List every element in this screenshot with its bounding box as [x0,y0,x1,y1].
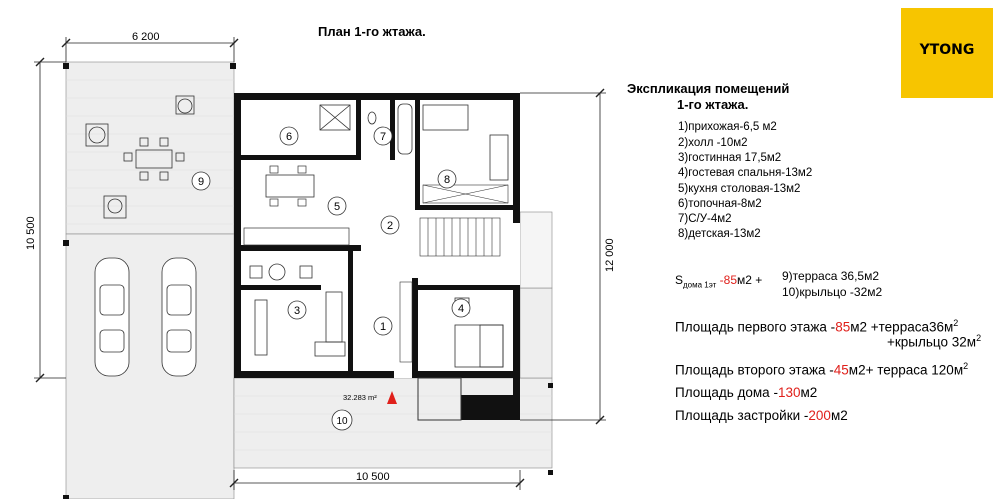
svg-text:5: 5 [333,201,341,213]
room-list-item: 5)кухня столовая-13м2 [678,183,801,195]
room-marker-1 [374,317,392,335]
room-list-item: 3)гостинная 17,5м2 [678,152,782,164]
explication-heading: Экспликация помещений [627,81,790,96]
room-list-item: 8)детская-13м2 [678,228,761,240]
room-marker-10 [332,410,352,430]
ytong-logo [901,8,993,98]
second-floor-label: Площадь второго этажа - [675,362,834,378]
first-floor-value: 85 [835,319,851,335]
room-list-item: 4)гостевая спальня-13м2 [678,167,813,179]
room-marker-9 [192,172,210,190]
second-floor-value: 45 [833,362,849,378]
build-area [675,408,848,423]
dim-right: 12 000 [604,238,616,272]
room-list-item: 1)прихожая-6,5 м2 [678,121,777,133]
room-marker-3 [288,301,306,319]
s-unit: м2 + [737,273,763,287]
first-floor-porch-text: +крыльцо 32м [887,334,977,350]
svg-text:1: 1 [379,321,387,333]
s-value: -85 [719,273,738,287]
room-marker-4 [452,299,470,317]
dim-top: 6 200 [132,31,160,43]
first-floor-porch [887,333,981,350]
s-subscript: дома 1эт [683,280,717,290]
page-title: План 1-го жтажа. [318,24,426,39]
room-marker-8 [438,170,456,188]
build-area-value: 200 [808,408,831,423]
porch-area-label: 32.283 m² [343,393,377,402]
svg-text:7: 7 [379,131,387,143]
build-area-label: Площадь застройки - [675,408,809,423]
sup: 2 [976,333,982,343]
room-marker-2 [381,216,399,234]
room-marker-7 [374,127,392,145]
svg-text:10: 10 [336,416,348,427]
room-marker-5 [328,197,346,215]
porch-area [234,378,552,468]
svg-text:4: 4 [457,303,465,315]
svg-text:6: 6 [285,131,293,143]
dim-left: 10 500 [25,216,37,250]
sup: 2 [953,318,959,328]
terrace-area-text: 9)терраса 36,5м2 [782,269,880,283]
sup: 2 [963,361,969,371]
logo-text: YTONG [919,42,975,58]
house-area-formula [675,273,762,289]
svg-text:2: 2 [386,220,394,232]
explication-subheading: 1-го жтажа. [677,97,749,112]
terrace-area [66,62,234,234]
house-area [675,385,817,400]
car-right [162,258,196,376]
svg-text:8: 8 [443,174,451,186]
car-left [95,258,129,376]
build-area-suffix: м2 [830,408,848,423]
house-area-suffix: м2 [800,385,818,400]
svg-text:9: 9 [197,176,205,188]
svg-text:3: 3 [293,305,301,317]
second-floor-area [675,361,968,378]
first-floor-suffix: м2 +терраса36м [850,319,954,335]
porch-area-text: 10)крыльцо -32м2 [782,285,883,299]
room-marker-6 [280,127,298,145]
house-area-value: 130 [777,385,801,400]
house-area-label: Площадь дома - [675,385,778,400]
s-symbol: S [675,273,684,287]
dim-bottom: 10 500 [356,471,390,483]
first-floor-label: Площадь первого этажа - [675,319,836,335]
room-list-item: 2)холл -10м2 [678,137,748,149]
room-list-item: 7)С/У-4м2 [678,213,732,225]
room-list-item: 6)топочная-8м2 [678,198,762,210]
second-floor-suffix: м2+ терраса 120м [848,362,964,378]
carport-area [66,234,234,499]
